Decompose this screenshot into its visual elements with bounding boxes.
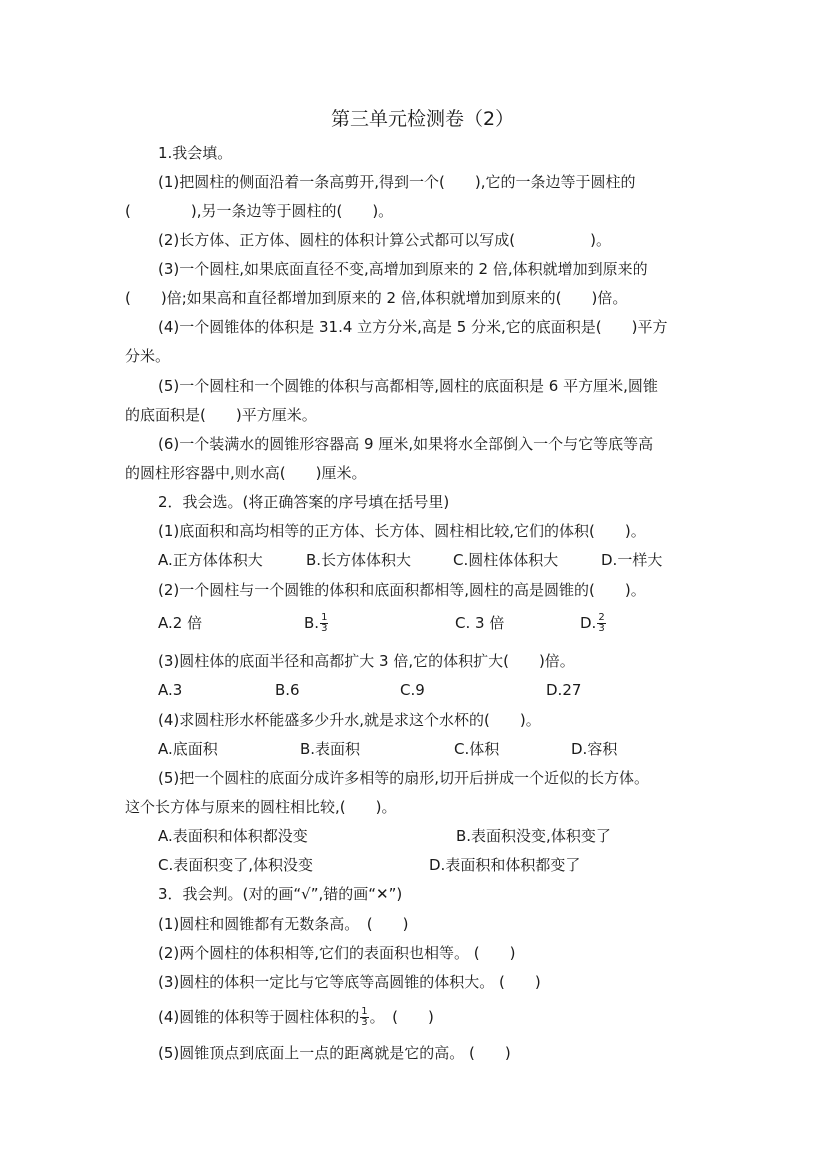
s1-q4-line-1: (4)一个圆锥体的体积是 31.4 立方分米,高是 5 分米,它的底面积是( )平方 [158, 318, 668, 336]
s2-q2: (2)一个圆柱与一个圆锥的体积和底面积都相等,圆柱的高是圆锥的( )。 [158, 581, 646, 599]
s1-q1-line-2: ( ),另一条边等于圆柱的( )。 [125, 202, 394, 220]
s2-q3-option-c: C.9 [400, 681, 425, 699]
s3-q5: (5)圆锥顶点到底面上一点的距离就是它的高。 ( ) [158, 1044, 511, 1062]
s2-q4: (4)求圆柱形水杯能盛多少升水,就是求这个水杯的( )。 [158, 711, 541, 729]
fraction-one-third [320, 613, 328, 634]
s2-q1: (1)底面积和高均相等的正方体、长方体、圆柱相比较,它们的体积( )。 [158, 522, 646, 540]
fraction-numerator: 1 [361, 1006, 368, 1017]
s2-q5-option-b: B.表面积没变,体积变了 [456, 827, 611, 845]
s2-q1-option-b: B.长方体体积大 [306, 551, 412, 569]
s1-q4-line-2: 分米。 [125, 347, 171, 365]
s2-q2-option-c: C. 3 倍 [455, 614, 505, 632]
fraction-numerator: 1 [321, 612, 328, 623]
s3-q2: (2)两个圆柱的体积相等,它们的表面积也相等。 ( ) [158, 944, 516, 962]
s3-q1: (1)圆柱和圆锥都有无数条高。 ( ) [158, 915, 409, 933]
s2-q2-option-d [580, 606, 607, 640]
section-2-heading: 2．我会选。(将正确答案的序号填在括号里) [158, 493, 450, 511]
section-1-heading: 1.我会填。 [158, 144, 233, 162]
s2-q5-line-1: (5)把一个圆柱的底面分成许多相等的扇形,切开后拼成一个近似的长方体。 [158, 769, 650, 787]
s2-q4-option-a: A.底面积 [158, 740, 218, 758]
fraction-one-third [360, 1007, 368, 1028]
s2-q5-line-2: 这个长方体与原来的圆柱相比较,( )。 [125, 798, 397, 816]
s2-q4-option-c: C.体积 [454, 740, 500, 758]
s2-q4-option-d: D.容积 [571, 740, 618, 758]
s2-q3-option-b: B.6 [275, 681, 300, 699]
s1-q1-line-1: (1)把圆柱的侧面沿着一条高剪开,得到一个( ),它的一条边等于圆柱的 [158, 173, 636, 191]
s2-q5-option-c: C.表面积变了,体积没变 [158, 856, 314, 874]
option-d-prefix: D. [580, 614, 597, 632]
s1-q6-line-2: 的圆柱形容器中,则水高( )厘米。 [125, 464, 367, 482]
s3-q4-prefix: (4)圆锥的体积等于圆柱体积的 [158, 1008, 360, 1026]
s2-q5-option-a: A.表面积和体积都没变 [158, 827, 308, 845]
s3-q4-suffix: 。 ( ) [369, 1008, 434, 1026]
s1-q5-line-2: 的底面积是( )平方厘米。 [125, 406, 317, 424]
s1-q2: (2)长方体、正方体、圆柱的体积计算公式都可以写成( )。 [158, 231, 611, 249]
fraction-two-thirds [597, 613, 605, 634]
fraction-denominator: 3 [321, 623, 328, 634]
s2-q2-option-a: A.2 倍 [158, 614, 203, 632]
s2-q3-option-a: A.3 [158, 681, 183, 699]
s3-q4 [158, 1000, 434, 1034]
s2-q2-option-b [304, 606, 329, 640]
s1-q6-line-1: (6)一个装满水的圆锥形容器高 9 厘米,如果将水全部倒入一个与它等底等高 [158, 435, 654, 453]
s2-q3-option-d: D.27 [546, 681, 582, 699]
section-3-heading: 3．我会判。(对的画“√”,错的画“✕”) [158, 885, 403, 903]
s3-q3: (3)圆柱的体积一定比与它等底等高圆锥的体积大。 ( ) [158, 973, 541, 991]
s2-q4-option-b: B.表面积 [300, 740, 361, 758]
fraction-denominator: 3 [598, 623, 605, 634]
s1-q3-line-2: ( )倍;如果高和直径都增加到原来的 2 倍,体积就增加到原来的( )倍。 [125, 289, 628, 307]
s2-q5-option-d: D.表面积和体积都变了 [429, 856, 581, 874]
page-title: 第三单元检测卷（2） [331, 108, 515, 130]
option-b-prefix: B. [304, 614, 320, 632]
s1-q5-line-1: (5)一个圆柱和一个圆锥的体积与高都相等,圆柱的底面积是 6 平方厘米,圆锥 [158, 377, 658, 395]
s2-q1-option-c: C.圆柱体体积大 [453, 551, 559, 569]
s1-q3-line-1: (3)一个圆柱,如果底面直径不变,高增加到原来的 2 倍,体积就增加到原来的 [158, 260, 648, 278]
s2-q1-option-d: D.一样大 [601, 551, 663, 569]
fraction-numerator: 2 [598, 612, 605, 623]
fraction-denominator: 3 [361, 1017, 368, 1028]
s2-q1-option-a: A.正方体体积大 [158, 551, 263, 569]
s2-q3: (3)圆柱体的底面半径和高都扩大 3 倍,它的体积扩大( )倍。 [158, 652, 575, 670]
